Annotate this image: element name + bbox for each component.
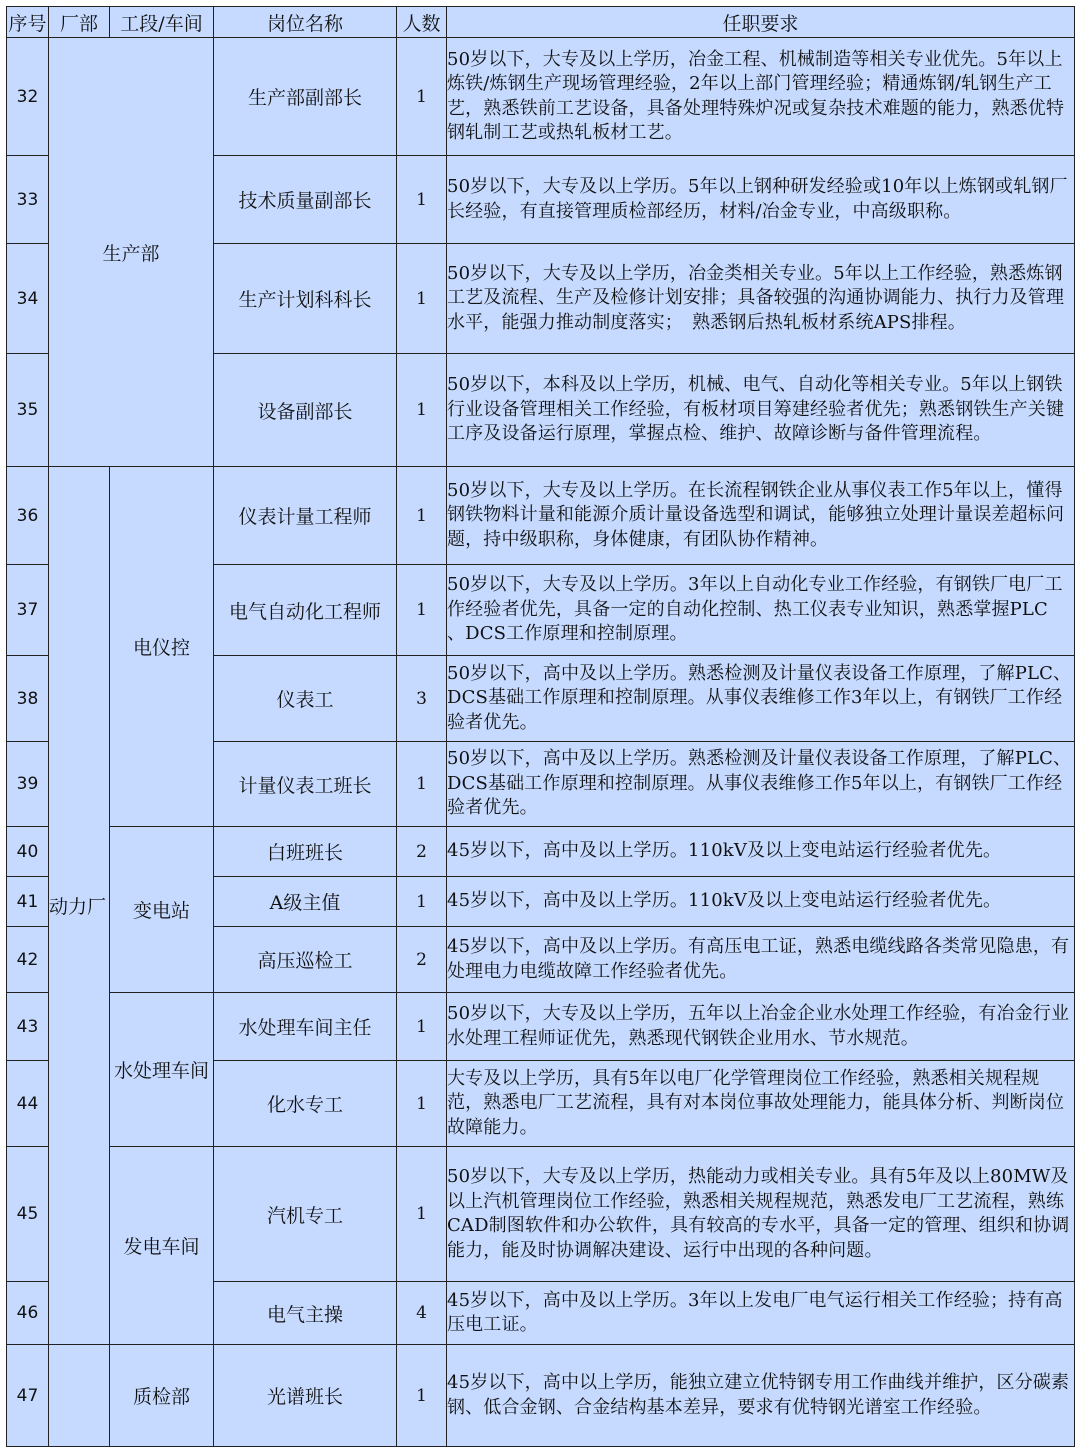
job-title: 生产计划科科长 [214, 244, 397, 354]
job-requirements: 50岁以下，大专及以上学历，五年以上冶金企业水处理工作经验，有冶金行业水处理工程师证优先，熟悉现代钢铁企业用水、节水规范。 [447, 993, 1075, 1061]
job-table [6, 6, 1075, 1447]
table-row [7, 1147, 1075, 1282]
job-requirements: 50岁以下，大专及以上学历，冶金工程、机械制造等相关专业优先。5年以上炼铁/炼钢生产现场管理经验，2年以上部门管理经验；精通炼钢/轧钢生产工艺，熟悉铁前工艺设备，具备处理特殊炉况或复杂技术难题的能力，熟悉优特钢轧制工艺或热轧板材工艺。 [447, 38, 1075, 156]
headcount: 1 [397, 1147, 447, 1282]
job-title: 仪表计量工程师 [214, 467, 397, 565]
row-number: 42 [7, 927, 49, 993]
header-no: 序号 [7, 7, 49, 38]
header-title: 岗位名称 [214, 7, 397, 38]
job-title: 计量仪表工班长 [214, 742, 397, 827]
section-water-treatment: 水处理车间 [110, 993, 214, 1147]
header-requirements: 任职要求 [447, 7, 1075, 38]
headcount: 4 [397, 1282, 447, 1345]
job-title: 高压巡检工 [214, 927, 397, 993]
headcount: 1 [397, 244, 447, 354]
job-requirements: 50岁以下，大专及以上学历，冶金类相关专业。5年以上工作经验，熟悉炼钢工艺及流程、生产及检修计划安排；具备较强的沟通协调能力、执行力及管理水平，能强力推动制度落实； 熟悉钢后热轧板材系统APS排程。 [447, 244, 1075, 354]
table-row [7, 38, 1075, 156]
row-number: 47 [7, 1345, 49, 1447]
job-requirements: 45岁以下，高中以上学历，能独立建立优特钢专用工作曲线并维护，区分碳素钢、低合金钢、合金结构基本差异，要求有优特钢光谱室工作经验。 [447, 1345, 1075, 1447]
headcount: 2 [397, 827, 447, 877]
table-row [7, 993, 1075, 1061]
job-title: 光谱班长 [214, 1345, 397, 1447]
job-title: 生产部副部长 [214, 38, 397, 156]
row-number: 35 [7, 354, 49, 467]
job-title: 水处理车间主任 [214, 993, 397, 1061]
table-row [7, 467, 1075, 565]
row-number: 39 [7, 742, 49, 827]
row-number: 33 [7, 156, 49, 244]
row-number: 40 [7, 827, 49, 877]
headcount: 2 [397, 927, 447, 993]
row-number: 32 [7, 38, 49, 156]
job-title: 仪表工 [214, 656, 397, 742]
job-requirements: 45岁以下，高中及以上学历。110kV及以上变电站运行经验者优先。 [447, 877, 1075, 927]
job-requirements: 50岁以下，高中及以上学历。熟悉检测及计量仪表设备工作原理，了解PLC、DCS基础工作原理和控制原理。从事仪表维修工作5年以上，有钢铁厂工作经验者优先。 [447, 742, 1075, 827]
row-number: 36 [7, 467, 49, 565]
job-requirements: 45岁以下，高中及以上学历。110kV及以上变电站运行经验者优先。 [447, 827, 1075, 877]
headcount: 1 [397, 38, 447, 156]
job-requirements: 50岁以下，本科及以上学历，机械、电气、自动化等相关专业。5年以上钢铁行业设备管理相关工作经验，有板材项目筹建经验者优先；熟悉钢铁生产关键工序及设备运行原理，掌握点检、维护、故障诊断与备件管理流程。 [447, 354, 1075, 467]
job-title: A级主值 [214, 877, 397, 927]
headcount: 1 [397, 565, 447, 656]
headcount: 1 [397, 877, 447, 927]
dept-power-plant: 动力厂 [49, 467, 110, 1345]
header-section: 工段/车间 [110, 7, 214, 38]
headcount: 1 [397, 742, 447, 827]
dept-production: 生产部 [49, 38, 214, 467]
row-number: 46 [7, 1282, 49, 1345]
job-title: 电气自动化工程师 [214, 565, 397, 656]
headcount: 1 [397, 993, 447, 1061]
headcount: 1 [397, 156, 447, 244]
job-title: 化水专工 [214, 1061, 397, 1147]
section-quality-inspection: 质检部 [110, 1345, 214, 1447]
row-number: 44 [7, 1061, 49, 1147]
header-dept: 厂部 [49, 7, 110, 38]
headcount: 1 [397, 467, 447, 565]
row-number: 37 [7, 565, 49, 656]
section-substation: 变电站 [110, 827, 214, 993]
job-title: 白班班长 [214, 827, 397, 877]
section-power-generation: 发电车间 [110, 1147, 214, 1345]
row-number: 34 [7, 244, 49, 354]
header-count: 人数 [397, 7, 447, 38]
table-row [7, 827, 1075, 877]
job-requirements: 45岁以下，高中及以上学历。3年以上发电厂电气运行相关工作经验；持有高压电工证。 [447, 1282, 1075, 1345]
job-requirements: 50岁以下，高中及以上学历。熟悉检测及计量仪表设备工作原理，了解PLC、DCS基础工作原理和控制原理。从事仪表维修工作3年以上，有钢铁厂工作经验者优先。 [447, 656, 1075, 742]
job-requirements: 50岁以下，大专及以上学历。5年以上钢种研发经验或10年以上炼钢或轧钢厂长经验，有直接管理质检部经历，材料/冶金专业，中高级职称。 [447, 156, 1075, 244]
job-title: 电气主操 [214, 1282, 397, 1345]
job-requirements: 50岁以下，大专及以上学历。在长流程钢铁企业从事仪表工作5年以上，懂得钢铁物料计量和能源介质计量设备选型和调试，能够独立处理计量误差超标问题，持中级职称，身体健康，有团队协作精神。 [447, 467, 1075, 565]
job-title: 技术质量副部长 [214, 156, 397, 244]
headcount: 1 [397, 1061, 447, 1147]
job-title: 汽机专工 [214, 1147, 397, 1282]
job-requirements: 50岁以下，大专及以上学历。3年以上自动化专业工作经验，有钢铁厂电厂工作经验者优先，具备一定的自动化控制、热工仪表专业知识，熟悉掌握PLC 、DCS工作原理和控制原理。 [447, 565, 1075, 656]
job-title: 设备副部长 [214, 354, 397, 467]
headcount: 3 [397, 656, 447, 742]
row-number: 43 [7, 993, 49, 1061]
row-number: 38 [7, 656, 49, 742]
headcount: 1 [397, 354, 447, 467]
row-number: 41 [7, 877, 49, 927]
job-requirements: 45岁以下，高中及以上学历。有高压电工证，熟悉电缆线路各类常见隐患，有处理电力电缆故障工作经验者优先。 [447, 927, 1075, 993]
dept-quality [49, 1345, 110, 1447]
header-row [7, 7, 1075, 38]
job-requirements: 50岁以下，大专及以上学历，热能动力或相关专业。具有5年及以上80MW及以上汽机管理岗位工作经验，熟悉相关规程规范，熟悉发电厂工艺流程，熟练CAD制图软件和办公软件，具有较高的专水平，具备一定的管理、组织和协调能力，能及时协调解决建设、运行中出现的各种问题。 [447, 1147, 1075, 1282]
section-instrumentation: 电仪控 [110, 467, 214, 827]
job-requirements: 大专及以上学历，具有5年以电厂化学管理岗位工作经验，熟悉相关规程规范，熟悉电厂工艺流程，具有对本岗位事故处理能力，能具体分析、判断岗位故障能力。 [447, 1061, 1075, 1147]
headcount: 1 [397, 1345, 447, 1447]
table-row [7, 1345, 1075, 1447]
row-number: 45 [7, 1147, 49, 1282]
